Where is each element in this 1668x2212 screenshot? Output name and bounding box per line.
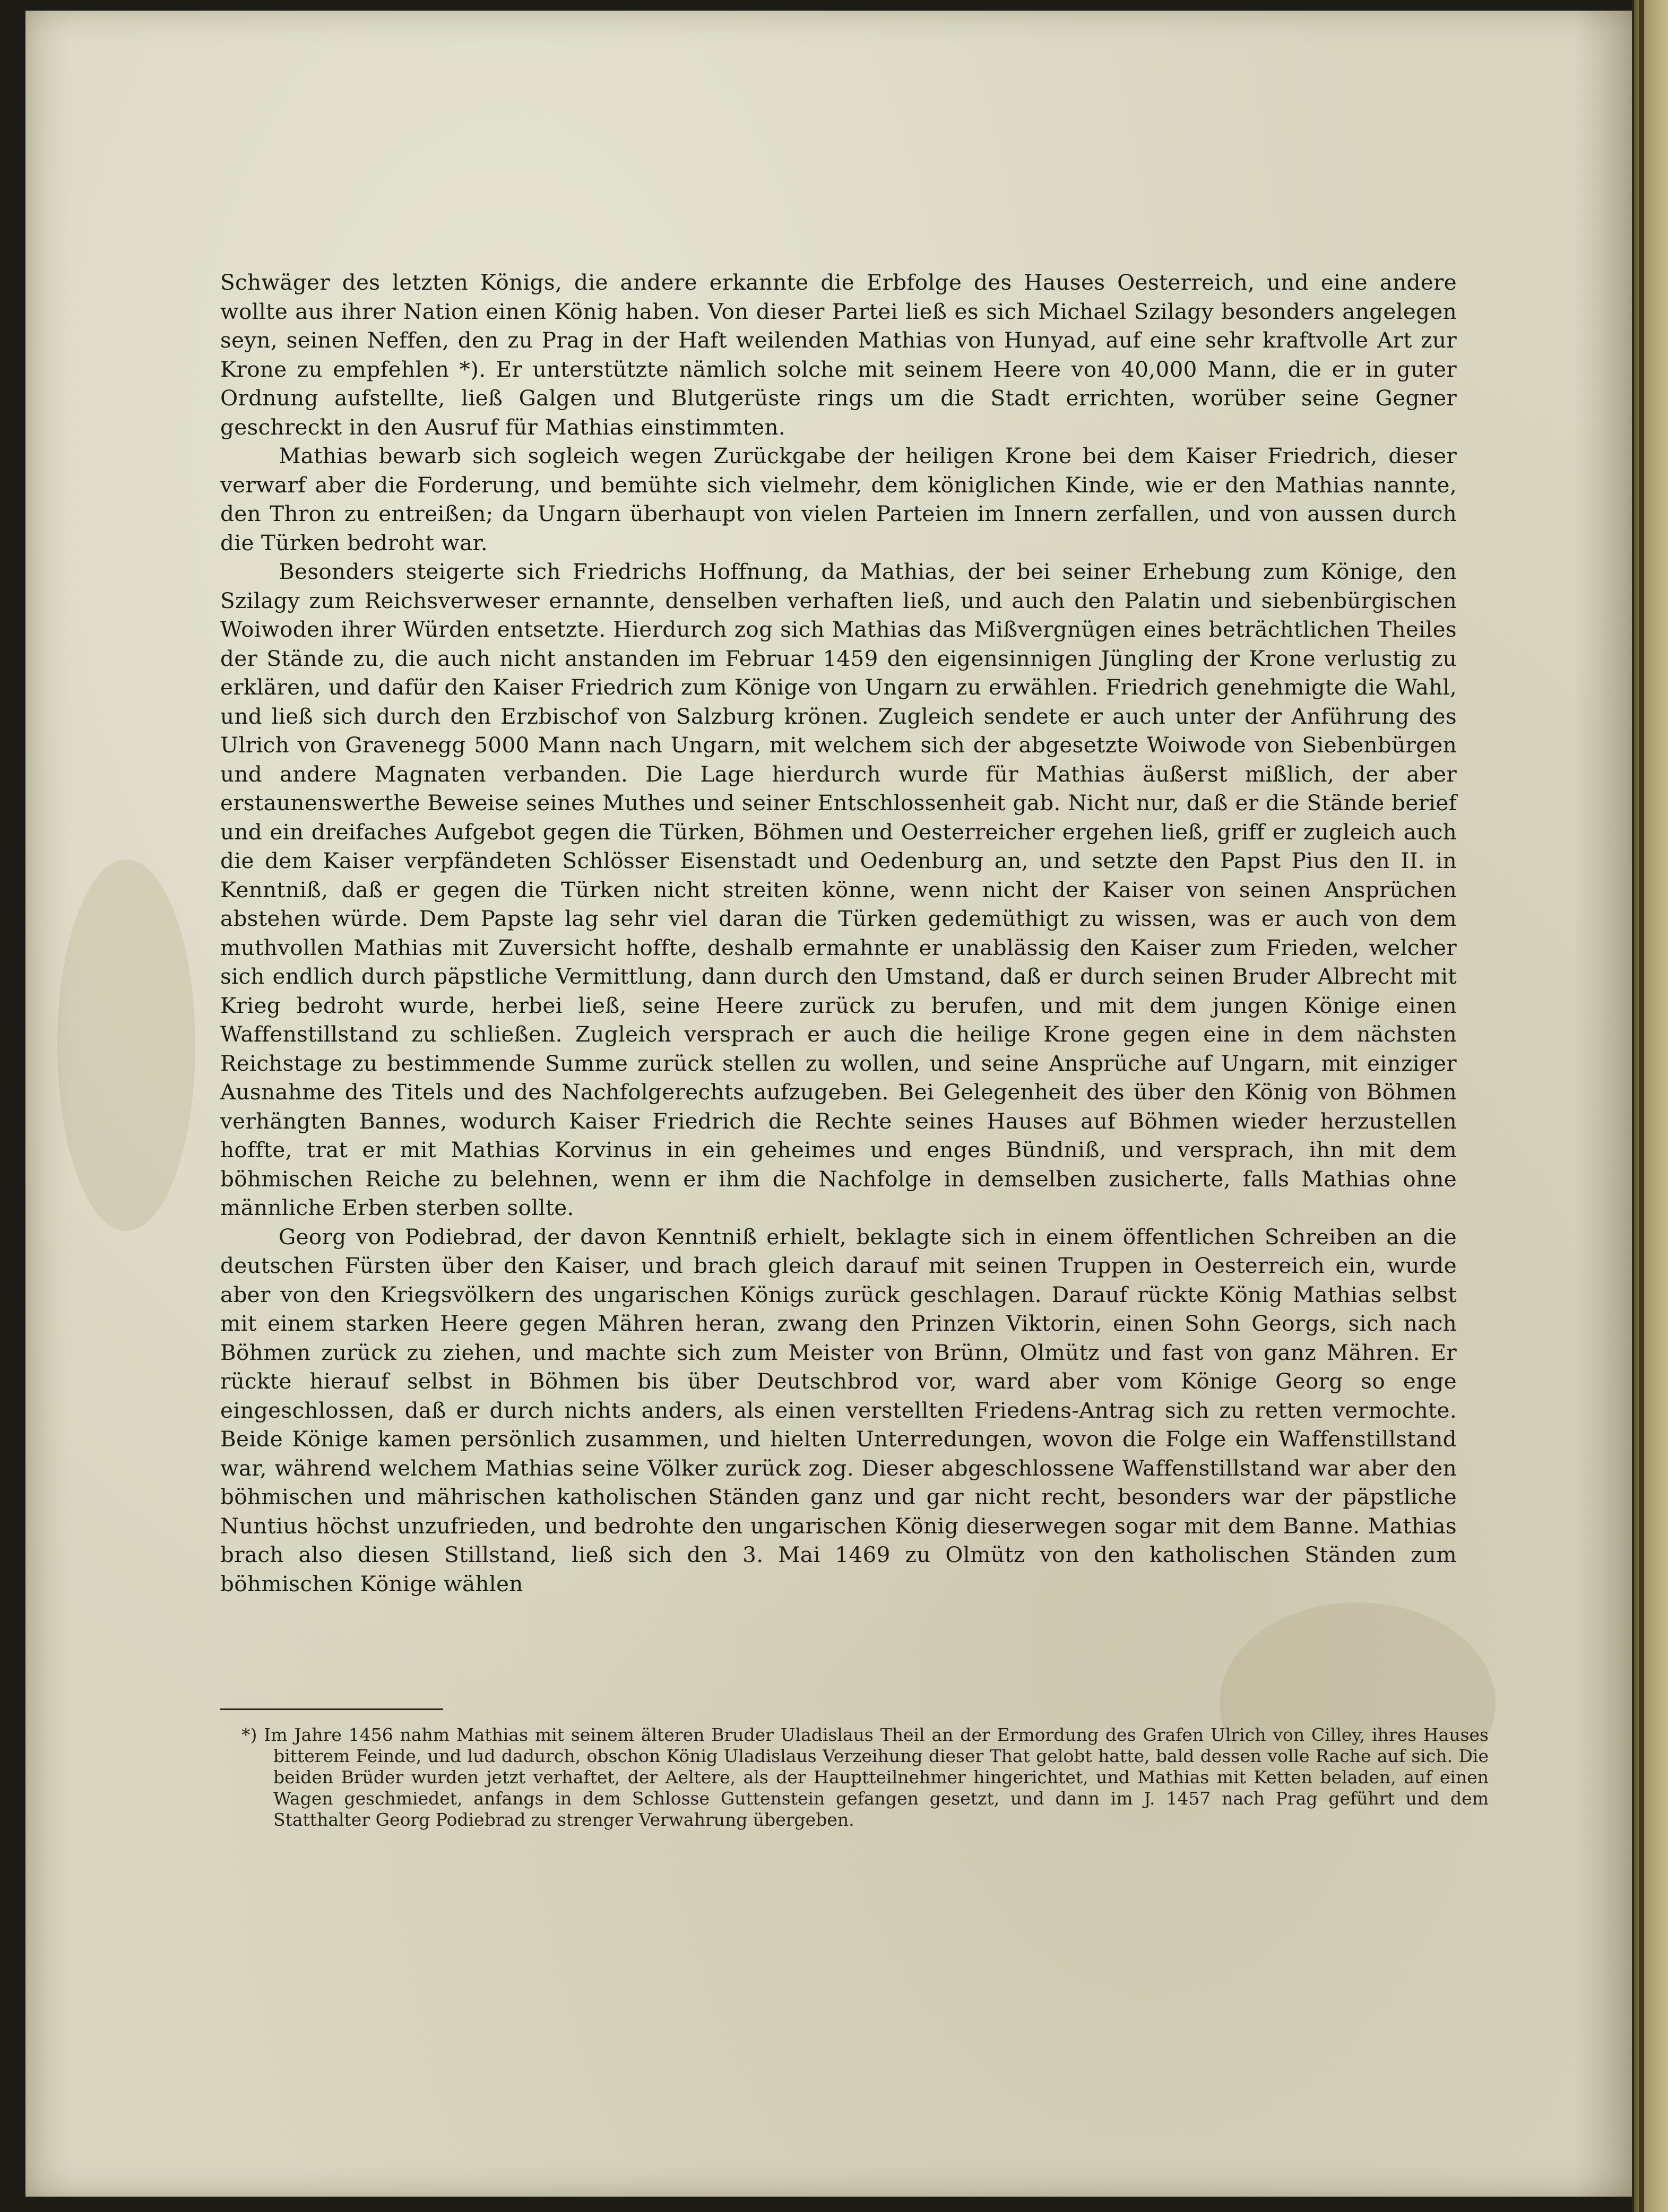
paper-stain xyxy=(57,860,195,1231)
paragraph-3: Besonders steigerte sich Friedrichs Hoffnung, da Mathias, der bei seiner Erhebung zum Könige, den Szilagy zum Reichsverweser ernannte, denselben verhaften ließ, und auch den Palatin und siebenbürgischen Woiwoden ihrer Würden entsetzte. Hierdurch zog sich Mathias das Mißvergnügen eines beträchtlichen Theiles der Stände zu, die auch nicht anstanden im Februar 1459 den eigensinnigen Jüngling der Krone verlustig zu erklären, und dafür den Kaiser Friedrich zum Könige von Ungarn zu erwählen. Friedrich genehmigte die Wahl, und ließ sich durch den Erzbischof von Salzburg krönen. Zugleich sendete er auch unter der Anführung des Ulrich von Gravenegg 5000 Mann nach Ungarn, mit welchem sich der abgesetzte Woiwode von Siebenbürgen und andere Magnaten verbanden. Die Lage hierdurch wurde für Mathias äußerst mißlich, der aber erstaunenswerthe Beweise seines Muthes und seiner Entschlossenheit gab. Nicht nur, daß er die Stände berief und ein dreifaches Aufgebot gegen die Türken, Böhmen und Oesterreicher ergehen ließ, griff er zugleich auch die dem Kaiser verpfändeten Schlösser Eisenstadt und Oedenburg an, und setzte den Papst Pius den II. in Kenntniß, daß er gegen die Türken nicht streiten könne, wenn nicht der Kaiser von seinen Ansprüchen abstehen würde. Dem Papste lag sehr viel daran die Türken gedemüthigt zu wissen, was er auch von dem muthvollen Mathias mit Zuversicht hoffte, deshalb ermahnte er unablässig den Kaiser zum Frieden, welcher sich endlich durch päpstliche Vermittlung, dann durch den Umstand, daß er durch seinen Bruder Albrecht mit Krieg bedroht wurde, herbei ließ, seine Heere zurück zu berufen, und mit dem jungen Könige einen Waffenstillstand zu schließen. Zugleich versprach er auch die heilige Krone gegen eine in dem nächsten Reichstage zu bestimmende Summe zurück stellen zu wollen, und seine Ansprüche auf Ungarn, mit einziger Ausnahme des Titels und des Nachfolgerechts aufzugeben. Bei Gelegenheit des über den König von Böhmen verhängten Bannes, wodurch Kaiser Friedrich die Rechte seines Hauses auf Böhmen wieder herzustellen hoffte, trat er mit Mathias Korvinus in ein geheimes und enges Bündniß, und versprach, ihn mit dem böhmischen Reiche zu belehnen, wenn er ihm die Nachfolge in demselben zusicherte, falls Mathias ohne männliche Erben sterben sollte. xyxy=(220,559,1457,1220)
paragraph-4: Georg von Podiebrad, der davon Kenntniß erhielt, beklagte sich in einem öffentlichen Schreiben an die deutschen Fürsten über den Kaiser, und brach gleich darauf mit seinen Truppen in Oesterreich ein, wurde aber von den Kriegsvölkern des ungarischen Königs zurück geschlagen. Darauf rückte König Mathias selbst mit einem starken Heere gegen Mähren heran, zwang den Prinzen Viktorin, einen Sohn Georgs, sich nach Böhmen zurück zu ziehen, und machte sich zum Meister von Brünn, Olmütz und fast von ganz Mähren. Er rückte hierauf selbst in Böhmen bis über Deutschbrod vor, ward aber vom Könige Georg so enge eingeschlossen, daß er durch nichts anders, als einen verstellten Friedens-Antrag sich zu retten vermochte. Beide Könige kamen persönlich zusammen, und hielten Unterredungen, wovon die Folge ein Waffenstillstand war, während welchem Mathias seine Völker zurück zog. Dieser abgeschlossene Waffenstillstand war aber den böhmischen und mährischen katholischen Ständen ganz und gar nicht recht, besonders war der päpstliche Nuntius höchst unzufrieden, und bedrohte den ungarischen König dieserwegen sogar mit dem Banne. Mathias brach also diesen Stillstand, ließ sich den 3. Mai 1469 zu Olmütz von den katholischen Ständen zum böhmischen Könige wählen xyxy=(220,1224,1457,1597)
paragraph-2: Mathias bewarb sich sogleich wegen Zurückgabe der heiligen Krone bei dem Kaiser Friedrich, dieser verwarf aber die Forderung, und bemühte sich vielmehr, dem königlichen Kinde, wie er den Mathias nannte, den Thron zu entreißen; da Ungarn überhaupt von vielen Parteien im Innern zerfallen, und von aussen durch die Türken bedroht war. xyxy=(220,443,1457,556)
adjacent-page-edge xyxy=(1632,0,1668,2212)
binding-shadow xyxy=(1639,0,1644,2212)
footnote-separator xyxy=(220,1708,443,1710)
paragraph-1: Schwäger des letzten Königs, die andere erkannte die Erbfolge des Hauses Oesterreich, und eine andere wollte aus ihrer Nation einen König haben. Von dieser Partei ließ es sich Michael Szilagy besonders angelegen seyn, seinen Neffen, den zu Prag in der Haft weilenden Mathias von Hunyad, auf eine sehr kraftvolle Art zur Krone zu empfehlen *). Er unterstützte nämlich solche mit seinem Heere von 40,000 Mann, die er in guter Ordnung aufstellte, ließ Galgen und Blutgerüste rings um die Stadt errichten, worüber seine Gegner geschreckt in den Ausruf für Mathias einstimmten. xyxy=(220,270,1457,440)
body-text xyxy=(220,268,1457,1598)
footnote: *) Im Jahre 1456 nahm Mathias mit seinem älteren Bruder Uladislaus Theil an der Ermordung des Grafen Ulrich von Cilley, ihres Hauses bitterem Feinde, und lud dadurch, obschon König Uladislaus Verzeihung dieser That gelobt hatte, bald dessen volle Rache auf sich. Die beiden Brüder wurden jetzt verhaftet, der Aeltere, als der Hauptteilnehmer hingerichtet, und Mathias mit Ketten beladen, auf einen Wagen geschmiedet, anfangs in dem Schlosse Guttenstein gefangen gesetzt, und dann im J. 1457 nach Prag geführt und dem Statthalter Georg Podiebrad zu strenger Verwahrung übergeben. xyxy=(241,1724,1489,1830)
